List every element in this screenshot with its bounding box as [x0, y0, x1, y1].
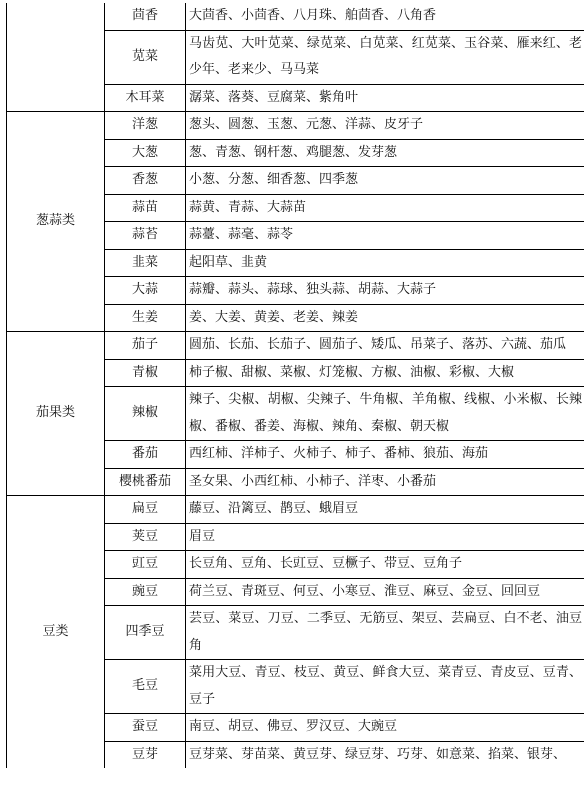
synonyms-cell: 西红柿、洋柿子、火柿子、柿子、番柿、狼茄、海茄	[186, 441, 584, 469]
table-row	[7, 496, 584, 524]
vegetable-name-cell: 木耳菜	[105, 84, 186, 112]
category-cell: 葱蒜类	[7, 112, 105, 332]
vegetable-name-cell: 荚豆	[105, 523, 186, 551]
synonyms-cell: 菜用大豆、青豆、枝豆、黄豆、鲜食大豆、菜青豆、青皮豆、豆青、豆子	[186, 660, 584, 714]
vegetable-name-cell: 生姜	[105, 304, 186, 332]
synonyms-cell: 辣子、尖椒、胡椒、尖辣子、牛角椒、羊角椒、线椒、小米椒、长辣椒、番椒、番姜、海椒、辣角、秦椒、朝天椒	[186, 387, 584, 441]
synonyms-cell: 姜、大姜、黄姜、老姜、辣姜	[186, 304, 584, 332]
synonyms-cell: 蒜黄、青蒜、大蒜苗	[186, 194, 584, 222]
table-row	[7, 332, 584, 360]
vegetable-name-cell: 蒜苔	[105, 222, 186, 250]
vegetable-name-cell: 苋菜	[105, 30, 186, 84]
vegetable-alias-table	[6, 3, 582, 768]
synonyms-cell: 马齿苋、大叶苋菜、绿苋菜、白苋菜、红苋菜、玉谷菜、雁来红、老少年、老来少、马马菜	[186, 30, 584, 84]
synonyms-cell: 起阳草、韭黄	[186, 249, 584, 277]
synonyms-cell: 藤豆、沿篱豆、鹊豆、蛾眉豆	[186, 496, 584, 524]
synonyms-cell: 蒜瓣、蒜头、蒜球、独头蒜、胡蒜、大蒜子	[186, 277, 584, 305]
synonyms-cell: 豆芽菜、芽苗菜、黄豆芽、绿豆芽、巧芽、如意菜、掐菜、银芽、	[186, 741, 584, 768]
vegetable-name-cell: 茴香	[105, 3, 186, 30]
synonyms-cell: 眉豆	[186, 523, 584, 551]
vegetable-name-cell: 大葱	[105, 139, 186, 167]
table-body	[7, 3, 584, 768]
synonyms-cell: 荷兰豆、青斑豆、何豆、小寒豆、淮豆、麻豆、金豆、回回豆	[186, 578, 584, 606]
synonyms-cell: 圣女果、小西红柿、小柿子、洋枣、小番茄	[186, 468, 584, 496]
vegetable-name-cell: 番茄	[105, 441, 186, 469]
synonyms-cell: 大茴香、小茴香、八月珠、舶茴香、八角香	[186, 3, 584, 30]
category-cell	[7, 3, 105, 112]
vegetable-name-cell: 香葱	[105, 167, 186, 195]
synonyms-cell: 葱头、圆葱、玉葱、元葱、洋蒜、皮牙子	[186, 112, 584, 140]
synonyms-cell: 柿子椒、甜椒、菜椒、灯笼椒、方椒、油椒、彩椒、大椒	[186, 359, 584, 387]
vegetable-name-cell: 辣椒	[105, 387, 186, 441]
synonyms-cell: 芸豆、菜豆、刀豆、二季豆、无筋豆、架豆、芸扁豆、白不老、油豆角	[186, 606, 584, 660]
vegetable-name-cell: 大蒜	[105, 277, 186, 305]
synonyms-cell: 潺菜、落葵、豆腐菜、紫角叶	[186, 84, 584, 112]
vegetable-name-cell: 韭菜	[105, 249, 186, 277]
synonyms-cell: 蒜薹、蒜毫、蒜苓	[186, 222, 584, 250]
vegetable-name-cell: 豇豆	[105, 551, 186, 579]
synonyms-cell: 葱、青葱、钢杆葱、鸡腿葱、发芽葱	[186, 139, 584, 167]
vegetable-name-cell: 四季豆	[105, 606, 186, 660]
synonyms-cell: 圆茄、长茄、长茄子、圆茄子、矮瓜、吊菜子、落苏、六蔬、茄瓜	[186, 332, 584, 360]
synonyms-cell: 长豆角、豆角、长豇豆、豆橛子、带豆、豆角子	[186, 551, 584, 579]
synonym-table	[6, 3, 584, 768]
vegetable-name-cell: 樱桃番茄	[105, 468, 186, 496]
vegetable-name-cell: 蚕豆	[105, 714, 186, 742]
vegetable-name-cell: 茄子	[105, 332, 186, 360]
table-row	[7, 3, 584, 30]
vegetable-name-cell: 洋葱	[105, 112, 186, 140]
vegetable-name-cell: 扁豆	[105, 496, 186, 524]
category-cell: 豆类	[7, 496, 105, 769]
table-row	[7, 112, 584, 140]
vegetable-name-cell: 蒜苗	[105, 194, 186, 222]
synonyms-cell: 南豆、胡豆、佛豆、罗汉豆、大豌豆	[186, 714, 584, 742]
vegetable-name-cell: 毛豆	[105, 660, 186, 714]
synonyms-cell: 小葱、分葱、细香葱、四季葱	[186, 167, 584, 195]
category-cell: 茄果类	[7, 332, 105, 496]
vegetable-name-cell: 豌豆	[105, 578, 186, 606]
vegetable-name-cell: 青椒	[105, 359, 186, 387]
vegetable-name-cell: 豆芽	[105, 741, 186, 768]
